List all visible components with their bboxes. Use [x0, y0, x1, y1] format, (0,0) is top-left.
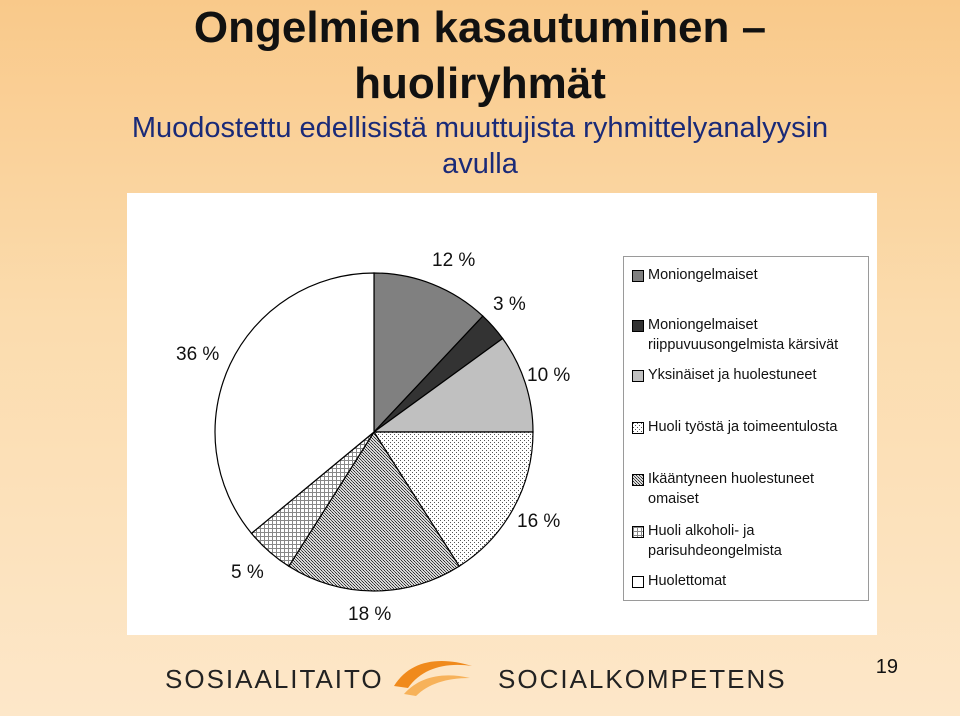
slide-subtitle-line1: Muodostettu edellisistä muuttujista ryhmittelyanalyysin [131, 112, 829, 144]
pie-slice-label: 5 % [231, 562, 264, 583]
legend-swatch [632, 422, 644, 434]
pie-slice-label: 10 % [527, 365, 571, 386]
legend-label-line2: riippuvuusongelmista kärsivät [648, 337, 839, 353]
legend-label: Huoli työstä ja toimeentulosta [648, 419, 838, 435]
brand-socialkompetens: SOCIALKOMPETENS [498, 664, 787, 694]
legend-label: Ikääntyneen huolestuneet [648, 471, 815, 487]
pie-slice-label: 3 % [493, 294, 526, 315]
pie-slice-label: 16 % [517, 511, 561, 532]
pie-slice-label: 12 % [432, 250, 476, 271]
legend-swatch [632, 576, 644, 588]
slide-title-line1: Ongelmien kasautuminen – [193, 3, 767, 52]
legend-swatch [632, 370, 644, 382]
legend-label: Moniongelmaiset [648, 317, 758, 333]
logo-swirl-icon [390, 650, 476, 700]
legend-swatch [632, 320, 644, 332]
slide-title-line2: huoliryhmät [354, 59, 606, 108]
legend-label: Moniongelmaiset [648, 267, 758, 283]
chart-legend [623, 256, 869, 601]
legend-swatch [632, 474, 644, 486]
legend-label-line2: parisuhdeongelmista [648, 543, 782, 559]
pie-slices [215, 273, 533, 591]
legend-label: Yksinäiset ja huolestuneet [648, 367, 817, 383]
slide-subtitle-line2: avulla [442, 148, 518, 180]
legend-swatch [632, 270, 644, 282]
brand-sosiaalitaito: SOSIAALITAITO [165, 664, 384, 694]
legend-label: Huolettomat [648, 573, 727, 589]
legend-swatch [632, 526, 644, 538]
footer [0, 640, 960, 716]
pie-slice-label: 18 % [348, 604, 392, 625]
page-number: 19 [875, 656, 898, 678]
legend-label-line2: omaiset [648, 491, 699, 507]
pie-slice-label: 36 % [176, 344, 220, 365]
legend-label: Huoli alkoholi- ja [648, 523, 755, 539]
